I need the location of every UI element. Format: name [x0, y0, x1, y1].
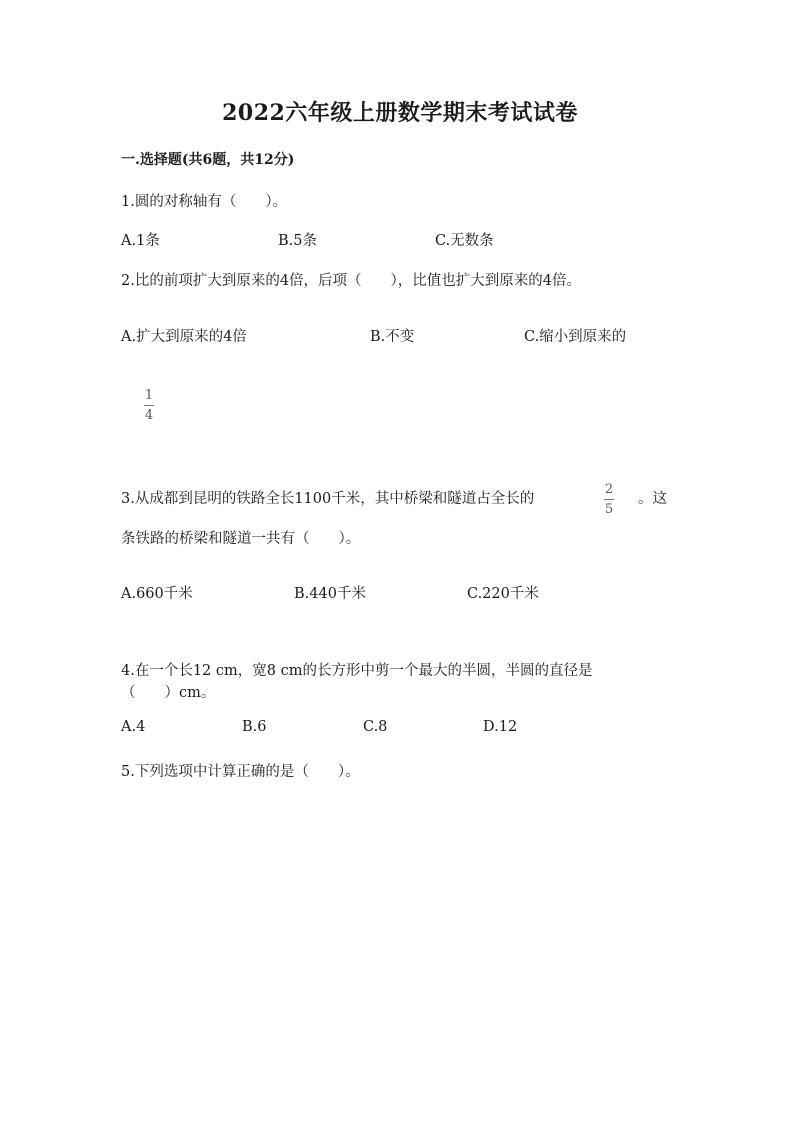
question-4-option-a: A.4	[121, 719, 146, 735]
question-2-option-a: A.扩大到原来的4倍	[121, 329, 247, 345]
question-4-option-c: C.8	[363, 719, 388, 735]
question-4-option-d: D.12	[483, 719, 518, 735]
question-4-stem-line1: 4.在一个长12 cm，宽8 cm的长方形中剪一个最大的半圆，半圆的直径是	[121, 663, 593, 679]
fraction-numerator: 2	[604, 482, 614, 497]
section-heading: 一.选择题(共6题，共12分)	[121, 152, 295, 168]
question-3-option-b: B.440千米	[294, 586, 366, 602]
question-1-option-b: B.5条	[278, 233, 317, 249]
question-3-stem-part2: 。这	[638, 491, 667, 507]
question-2-option-b: B.不变	[370, 329, 415, 345]
fraction-one-quarter	[144, 389, 154, 422]
fraction-denominator: 5	[604, 502, 614, 517]
question-4-stem-line2: （ ）cm。	[121, 685, 216, 701]
question-1-option-a: A.1条	[121, 233, 160, 249]
question-2-option-c: C.缩小到原来的	[524, 329, 627, 345]
question-3-option-c: C.220千米	[467, 586, 539, 602]
question-4-option-b: B.6	[242, 719, 267, 735]
fraction-denominator: 4	[144, 408, 154, 423]
question-3-option-a: A.660千米	[121, 586, 193, 602]
fraction-bar	[144, 405, 154, 406]
question-5-stem: 5.下列选项中计算正确的是（ ）。	[121, 764, 360, 780]
question-1-stem: 1.圆的对称轴有（ ）。	[121, 194, 288, 210]
question-3-stem-line2: 条铁路的桥梁和隧道一共有（ ）。	[121, 531, 361, 547]
page-title: 2022六年级上册数学期末考试试卷	[222, 100, 578, 126]
question-1-option-c: C.无数条	[435, 233, 494, 249]
fraction-numerator: 1	[144, 388, 154, 403]
question-2-stem: 2.比的前项扩大到原来的4倍，后项（ ），比值也扩大到原来的4倍。	[121, 273, 582, 289]
fraction-bar	[604, 499, 614, 500]
question-3-stem-part1: 3.从成都到昆明的铁路全长1100千米，其中桥梁和隧道占全长的	[121, 491, 535, 507]
fraction-two-fifths	[604, 483, 614, 516]
